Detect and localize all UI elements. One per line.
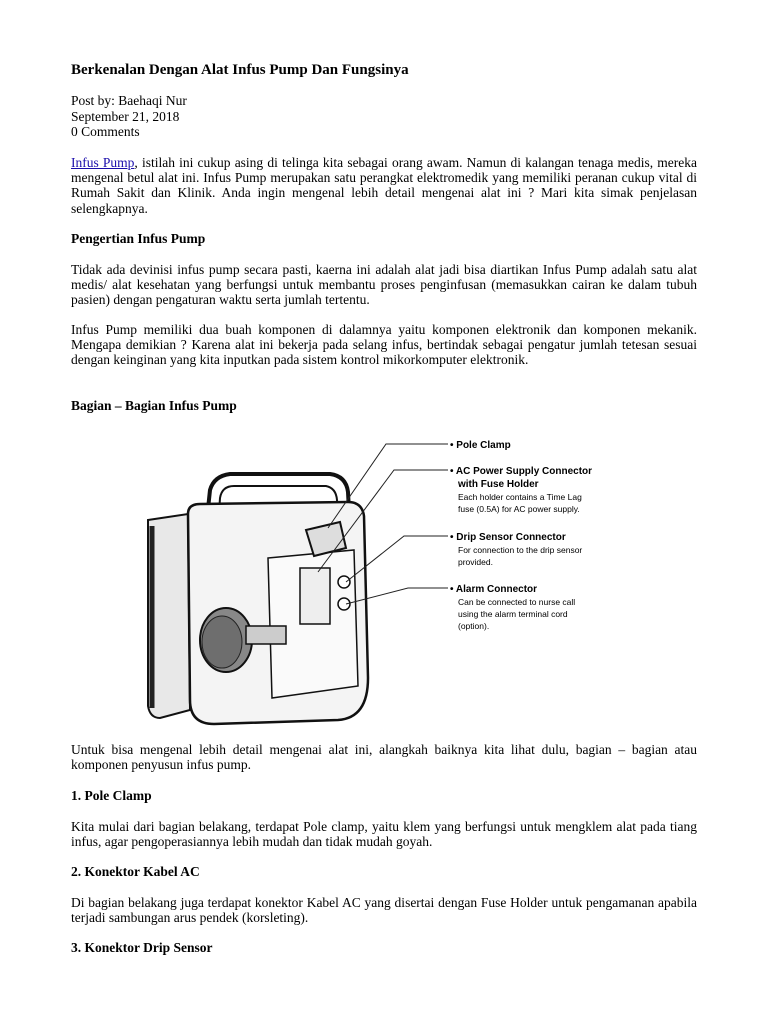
label-drip-desc-1: For connection to the drip sensor — [458, 545, 583, 555]
alarm-connector — [338, 598, 350, 610]
label-pole-clamp: • Pole Clamp — [450, 440, 511, 451]
part-heading-pole-clamp: 1. Pole Clamp — [71, 788, 152, 803]
pole-clamp-text: Kita mulai dari bagian belakang, terdapat Pole clamp, yaitu klem yang berfungsi untuk mengklem alat pada tiang infus, agar pengoperasiannya lebih mudah dan tidak mudah goyah. — [71, 819, 697, 850]
intro-text: , istilah ini cukup asing di telinga kita sebagai orang awam. Namun di kalangan tenaga medis, mereka mengenal betul alat ini. Infus Pump merupakan satu perangkat elektromedik yang memiliki peranan cukup vital di Rumah Sakit dan Klinik. Anda ingin mengenal lebih detail mengenai alat ini ? Mari kita simak penjelasan selengkapnya. — [71, 155, 697, 216]
knob-shaft — [246, 626, 286, 644]
infus-pump-diagram-svg — [118, 418, 638, 728]
figure-callouts — [450, 440, 592, 631]
label-ac-desc-1: Each holder contains a Time Lag — [458, 492, 582, 502]
section-heading-pengertian: Pengertian Infus Pump — [71, 231, 206, 246]
infus-pump-diagram — [118, 418, 638, 728]
pump-knob-face — [202, 616, 242, 668]
pengertian-paragraph-1: Tidak ada devinisi infus pump secara pasti, kaerna ini adalah alat jadi bisa diartikan Infus Pump adalah satu alat medis/ alat kesehatan yang berfungsi untuk membantu proses penginfusan (memasukkan cairan ke dalam tubuh pasien) dengan pengaturan waktu serta jumlah tertentu. — [71, 262, 697, 308]
connector-panel — [300, 568, 330, 624]
part-heading-drip-sensor: 3. Konektor Drip Sensor — [71, 940, 213, 955]
label-alarm: • Alarm Connector — [450, 584, 538, 595]
post-date: September 21, 2018 — [71, 108, 180, 124]
label-alarm-desc-2: using the alarm terminal cord — [458, 609, 568, 619]
section-heading-bagian: Bagian – Bagian Infus Pump — [71, 398, 237, 413]
post-meta — [71, 93, 187, 140]
comment-count[interactable]: 0 Comments — [71, 124, 140, 139]
part-heading-konektor-ac: 2. Konektor Kabel AC — [71, 864, 200, 879]
post-author: Post by: Baehaqi Nur — [71, 93, 187, 108]
drip-sensor-connector — [338, 576, 350, 588]
label-drip-desc-2: provided. — [458, 557, 493, 567]
label-alarm-desc-1: Can be connected to nurse call — [458, 597, 576, 607]
article-title: Berkenalan Dengan Alat Infus Pump Dan Fungsinya — [71, 62, 409, 78]
label-alarm-desc-3: (option). — [458, 621, 490, 631]
infus-pump-link[interactable]: Infus Pump — [71, 155, 135, 170]
label-ac-desc-2: fuse (0.5A) for AC power supply. — [458, 504, 580, 514]
pengertian-paragraph-2: Infus Pump memiliki dua buah komponen di dalamnya yaitu komponen elektronik dan komponen mekanik. Mengapa demikian ? Karena alat ini bekerja pada selang infus, bertindak sebagai pengatur jumlah tetesan sesuai dengan keinginan yang kita inputkan pada sistem kontrol mikorkomputer elektronik. — [71, 322, 697, 368]
label-ac-connector: • AC Power Supply Connector — [450, 466, 593, 477]
intro-paragraph — [71, 155, 697, 216]
label-drip-sensor: • Drip Sensor Connector — [450, 532, 566, 543]
bagian-paragraph: Untuk bisa mengenal lebih detail mengenai alat ini, alangkah baiknya kita lihat dulu, bagian – bagian atau komponen penyusun infus pump. — [71, 742, 697, 773]
label-ac-fuse-holder: with Fuse Holder — [458, 479, 539, 490]
konektor-ac-text: Di bagian belakang juga terdapat konektor Kabel AC yang disertai dengan Fuse Holder untuk pengamanan apabila terjadi sambungan arus pendek (korsleting). — [71, 895, 697, 926]
